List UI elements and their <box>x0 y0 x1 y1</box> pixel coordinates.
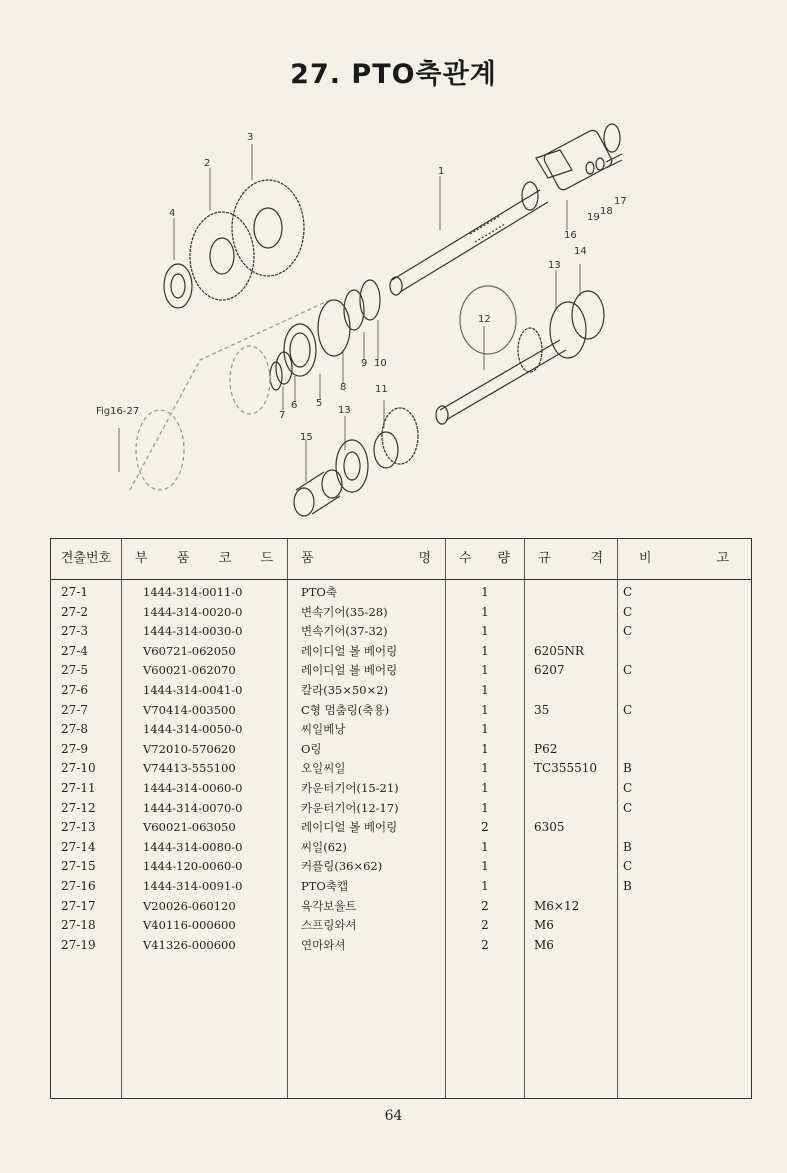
cell-qty: 2 <box>481 937 489 952</box>
header-qty: 수 량 <box>459 551 510 566</box>
table-row <box>51 642 751 662</box>
callout-8: 8 <box>340 382 347 393</box>
callout-17: 17 <box>614 196 627 207</box>
cell-qty: 1 <box>481 761 489 776</box>
table-row <box>51 877 751 897</box>
callout-12: 12 <box>478 314 491 325</box>
cell-ref: 27-11 <box>61 781 96 795</box>
callout-4: 4 <box>169 208 176 219</box>
cell-ref: 27-5 <box>61 663 88 678</box>
cell-ref: 27-18 <box>61 918 96 933</box>
callout-6: 6 <box>291 400 298 411</box>
cell-qty: 1 <box>481 604 489 619</box>
callout-13-upper: 13 <box>548 260 561 271</box>
coupling-15-drawing <box>294 470 342 516</box>
table-row <box>51 622 751 642</box>
cell-code: V60021-063050 <box>143 820 236 835</box>
cell-code: V70414-003500 <box>143 702 236 717</box>
cell-name: O링 <box>301 741 322 756</box>
cell-code: 1444-314-0020-0 <box>143 604 243 619</box>
table-row <box>51 838 751 858</box>
cell-qty: 1 <box>481 781 489 795</box>
cell-name: 레이디얼 볼 베어링 <box>301 663 398 678</box>
cell-name: 연마와셔 <box>301 937 346 952</box>
housing-drawing <box>130 300 330 490</box>
callout-2: 2 <box>204 158 211 169</box>
cell-name: 오일씨일 <box>301 761 346 776</box>
cell-code: V41326-000600 <box>143 937 236 952</box>
cell-ref: 27-8 <box>61 722 88 737</box>
callout-15: 15 <box>300 432 313 443</box>
exploded-parts-diagram <box>0 110 787 540</box>
cell-name: C형 멈춤링(축용) <box>301 702 390 717</box>
cell-code: 1444-314-0080-0 <box>143 839 243 854</box>
cell-spec: 35 <box>534 702 550 717</box>
cell-ref: 27-10 <box>61 761 96 776</box>
cell-code: 1444-314-0091-0 <box>143 879 243 893</box>
cell-qty: 1 <box>481 702 489 717</box>
header-name: 품 명 <box>301 551 431 566</box>
table-row <box>51 661 751 681</box>
callout-11: 11 <box>375 384 388 395</box>
pto-shaft-drawing <box>390 182 548 295</box>
cell-spec: 6207 <box>534 663 565 678</box>
cell-name: 씨일베낭 <box>301 722 346 737</box>
cell-ref: 27-2 <box>61 604 88 619</box>
header-spec: 규 격 <box>538 551 603 566</box>
cell-spec: P62 <box>534 741 558 756</box>
counter-gear-11-drawing <box>374 408 418 468</box>
cell-name: 변속기어(37-32) <box>301 624 388 639</box>
cell-spec: TC355510 <box>534 761 597 776</box>
cell-name: 육각보울트 <box>301 898 357 913</box>
cell-name: 변속기어(35-28) <box>301 604 388 619</box>
table-header <box>51 539 751 580</box>
callout-14: 14 <box>574 246 587 257</box>
cell-name: 카운터기어(12-17) <box>301 800 399 815</box>
table-row <box>51 936 751 956</box>
table-row <box>51 681 751 701</box>
cell-qty: 1 <box>481 879 489 893</box>
cell-note: C <box>623 585 633 599</box>
cell-spec: M6×12 <box>534 898 580 913</box>
header-ref: 견출번호 <box>60 551 112 566</box>
pto-cap-drawing <box>536 124 620 192</box>
cell-ref: 27-14 <box>61 839 96 854</box>
cell-qty: 1 <box>481 643 489 658</box>
table-row <box>51 916 751 936</box>
page-title: 27. PTO축관계 <box>290 59 497 90</box>
callout-10: 10 <box>374 358 387 369</box>
cell-note: C <box>623 859 633 874</box>
table-row <box>51 759 751 779</box>
cell-name: 커플링(36×62) <box>301 859 383 874</box>
cell-qty: 2 <box>481 820 489 835</box>
cell-ref: 27-7 <box>61 702 88 717</box>
cell-code: V74413-555100 <box>143 761 236 776</box>
table-row <box>51 583 751 603</box>
cell-name: PTO축 <box>301 585 337 599</box>
cell-spec: 6305 <box>534 820 565 835</box>
table-row <box>51 603 751 623</box>
cell-note: C <box>623 800 633 815</box>
callout-13-lower: 13 <box>338 405 351 416</box>
cell-code: 1444-314-0011-0 <box>143 585 243 599</box>
cell-code: 1444-120-0060-0 <box>143 859 243 874</box>
cell-code: V60721-062050 <box>143 643 236 658</box>
table-row <box>51 701 751 721</box>
table-row <box>51 799 751 819</box>
cell-ref: 27-9 <box>61 741 88 756</box>
cell-qty: 1 <box>481 859 489 874</box>
cell-qty: 2 <box>481 918 489 933</box>
cell-ref: 27-15 <box>61 859 96 874</box>
gears-2-3-drawing <box>190 180 304 300</box>
cell-qty: 1 <box>481 741 489 756</box>
callout-19: 19 <box>587 212 600 223</box>
callout-16: 16 <box>564 230 577 241</box>
cell-spec: M6 <box>534 937 554 952</box>
bearing-4-drawing <box>164 264 192 308</box>
table-row <box>51 857 751 877</box>
cell-name: 칼라(35×50×2) <box>301 683 389 697</box>
cell-qty: 1 <box>481 683 489 697</box>
cell-note: B <box>623 879 632 893</box>
bolts-drawing <box>586 154 622 174</box>
table-row <box>51 740 751 760</box>
parts-table <box>50 538 752 1099</box>
cell-code: 1444-314-0050-0 <box>143 722 243 737</box>
cell-note: B <box>623 839 632 854</box>
cell-ref: 27-3 <box>61 624 88 639</box>
cell-name: 씨일(62) <box>301 839 347 854</box>
cell-code: 1444-314-0060-0 <box>143 781 243 795</box>
cell-code: 1444-314-0070-0 <box>143 800 243 815</box>
callout-18: 18 <box>600 206 613 217</box>
header-note: 비 고 <box>639 551 729 566</box>
table-row <box>51 720 751 740</box>
cell-spec: 6205NR <box>534 643 585 658</box>
page-number: 64 <box>384 1108 403 1124</box>
cell-ref: 27-4 <box>61 643 88 658</box>
table-row <box>51 779 751 799</box>
cell-note: C <box>623 624 633 639</box>
cell-ref: 27-19 <box>61 937 96 952</box>
callout-5: 5 <box>316 398 323 409</box>
callout-3: 3 <box>247 132 254 143</box>
cell-qty: 1 <box>481 839 489 854</box>
cell-code: V72010-570620 <box>143 741 236 756</box>
cell-name: 레이디얼 볼 베어링 <box>301 643 398 658</box>
cell-ref: 27-17 <box>61 898 96 913</box>
cell-note: B <box>623 761 632 776</box>
cell-code: V20026-060120 <box>143 898 236 913</box>
cell-code: V40116-000600 <box>143 918 236 933</box>
cell-ref: 27-6 <box>61 683 88 697</box>
cell-qty: 1 <box>481 585 489 599</box>
cell-ref: 27-13 <box>61 820 96 835</box>
cell-note: C <box>623 702 633 717</box>
cell-qty: 1 <box>481 624 489 639</box>
cell-note: C <box>623 604 633 619</box>
bearing-13-drawing <box>336 440 368 492</box>
cell-name: PTO축캡 <box>301 879 349 893</box>
cell-code: 1444-314-0041-0 <box>143 683 243 697</box>
cell-ref: 27-16 <box>61 879 96 893</box>
cell-note: C <box>623 663 633 678</box>
cell-ref: 27-1 <box>61 585 88 599</box>
callout-9: 9 <box>361 358 368 369</box>
cell-qty: 2 <box>481 898 489 913</box>
cell-code: V60021-062070 <box>143 663 236 678</box>
cell-note: C <box>623 781 633 795</box>
rings-drawing <box>270 280 380 390</box>
callout-1: 1 <box>438 166 445 177</box>
cell-qty: 1 <box>481 800 489 815</box>
cell-name: 레이디얼 볼 베어링 <box>301 820 398 835</box>
header-code: 부 품 코 드 <box>135 551 273 566</box>
diagram-callouts <box>96 132 627 443</box>
cell-name: 카운터기어(15-21) <box>301 781 399 795</box>
table-row <box>51 818 751 838</box>
callout-7: 7 <box>279 410 286 421</box>
cell-code: 1444-314-0030-0 <box>143 624 243 639</box>
cell-ref: 27-12 <box>61 800 96 815</box>
cell-qty: 1 <box>481 663 489 678</box>
cell-qty: 1 <box>481 722 489 737</box>
cell-name: 스프링와셔 <box>301 918 357 933</box>
table-row <box>51 897 751 917</box>
fig-label: Fig16-27 <box>96 406 140 417</box>
cell-spec: M6 <box>534 918 554 933</box>
